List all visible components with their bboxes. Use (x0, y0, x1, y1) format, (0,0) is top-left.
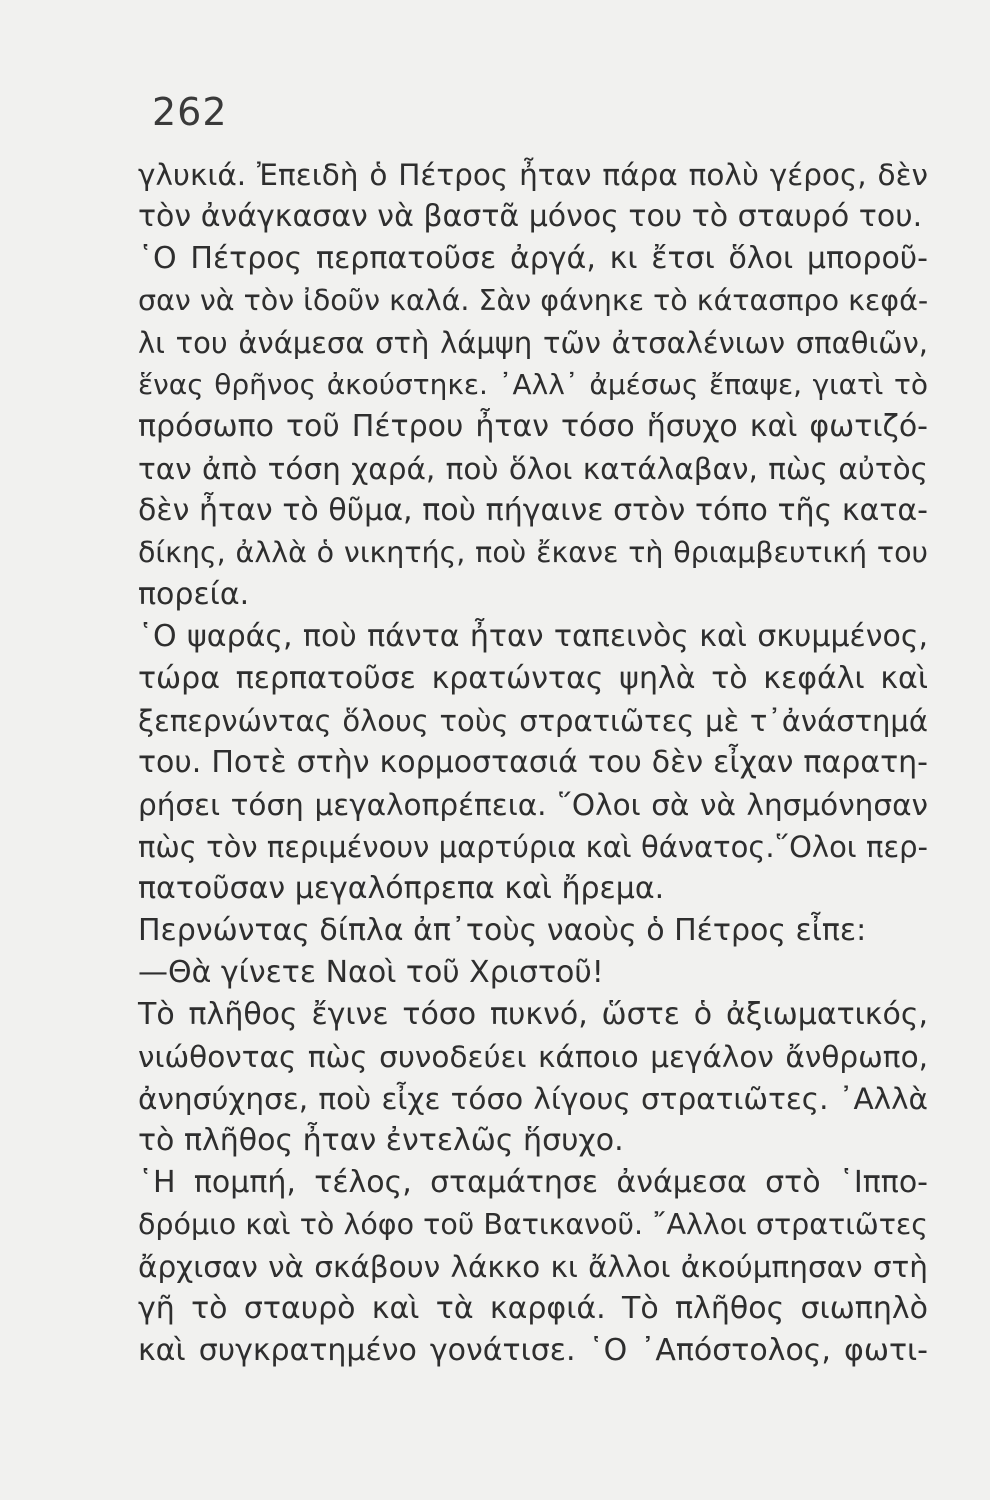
text-line: —Θὰ γίνετε Ναοὶ τοῦ Χριστοῦ! (138, 955, 604, 990)
text-line: ῾Ο Πέτρος περπατοῦσε ἀργά, κι ἔτσι ὅλοι μποροῦ- (138, 241, 928, 276)
text-line: τὸν ἀνάγκασαν νὰ βαστᾶ μόνος του τὸ σταυρό του. (138, 199, 923, 234)
text-line: πρόσωπο τοῦ Πέτρου ἦταν τόσο ἥσυχο καὶ φωτιζό- (138, 409, 928, 444)
text-line: ἄρχισαν νὰ σκάβουν λάκκο κι ἄλλοι ἀκούμπησαν στὴ (138, 1250, 928, 1284)
text-line: δρόμιο καὶ τὸ λόφο τοῦ Βατικανοῦ. ῎Αλλοι στρατιῶτες (138, 1208, 928, 1241)
text-line: Τὸ πλῆθος ἔγινε τόσο πυκνό, ὥστε ὁ ἀξιωματικός, (138, 997, 928, 1032)
body-text (138, 154, 928, 1372)
text-line: τὸ πλῆθος ἦταν ἐντελῶς ἥσυχο. (138, 1123, 624, 1158)
text-line: ξεπερνώντας ὅλους τοὺς στρατιῶτες μὲ τ᾿ἀνάστημά (138, 704, 928, 738)
text-line: τώρα περπατοῦσε κρατώντας ψηλὰ τὸ κεφάλι καὶ (138, 661, 928, 696)
text-line: ρήσει τόση μεγαλοπρέπεια. ῞Ολοι σὰ νὰ λησμόνησαν (138, 788, 928, 822)
text-line: λι του ἀνάμεσα στὴ λάμψη τῶν ἀτσαλένιων σπαθιῶν, (138, 326, 928, 360)
text-line: ἀνησύχησε, ποὺ εἶχε τόσο λίγους στρατιῶτες. ᾿Αλλὰ (138, 1082, 928, 1116)
text-line: καὶ συγκρατημένο γονάτισε. ῾Ο ᾿Απόστολος, φωτι- (138, 1333, 928, 1368)
text-line: δὲν ἦταν τὸ θῦμα, ποὺ πήγαινε στὸν τόπο τῆς κατα- (138, 493, 928, 528)
text-line: σαν νὰ τὸν ἰδοῦν καλά. Σὰν φάνηκε τὸ κάτασπρο κεφά- (138, 284, 929, 317)
text-line: ῾Η πομπή, τέλος, σταμάτησε ἀνάμεσα στὸ ῾Ιππο- (138, 1165, 928, 1200)
text-line: πατοῦσαν μεγαλόπρεπα καὶ ἤρεμα. (138, 871, 665, 906)
text-line: γῆ τὸ σταυρὸ καὶ τὰ καρφιά. Τὸ πλῆθος σιωπηλὸ (138, 1291, 928, 1326)
text-line: νιώθοντας πὼς συνοδεύει κάποιο μεγάλον ἄνθρωπο, (138, 1040, 928, 1074)
text-line: γλυκιά. Ἐπειδὴ ὁ Πέτρος ἦταν πάρα πολὺ γέρος, δὲν (138, 158, 928, 192)
page-number: 262 (152, 90, 228, 134)
text-line: ῾Ο ψαράς, ποὺ πάντα ἦταν ταπεινὸς καὶ σκυμμένος, (138, 619, 928, 654)
text-line: ταν ἀπὸ τόση χαρά, ποὺ ὅλοι κατάλαβαν, πὼς αὐτὸς (138, 452, 928, 486)
text-line: πορεία. (138, 577, 250, 612)
text-line: του. Ποτὲ στὴν κορμοστασιά του δὲν εἶχαν παρατη- (138, 745, 928, 780)
text-line: ἕνας θρῆνος ἀκούστηκε. ᾿Αλλ᾿ ἀμέσως ἔπαψε, γιατὶ τὸ (138, 368, 928, 401)
text-line: πὼς τὸν περιμένουν μαρτύρια καὶ θάνατος.῞Ολοι περ- (138, 830, 928, 864)
text-line: Περνώντας δίπλα ἀπ᾿τοὺς ναοὺς ὁ Πέτρος εἶπε: (138, 913, 867, 948)
text-line: δίκης, ἀλλὰ ὁ νικητής, ποὺ ἔκανε τὴ θριαμβευτική του (138, 536, 928, 569)
